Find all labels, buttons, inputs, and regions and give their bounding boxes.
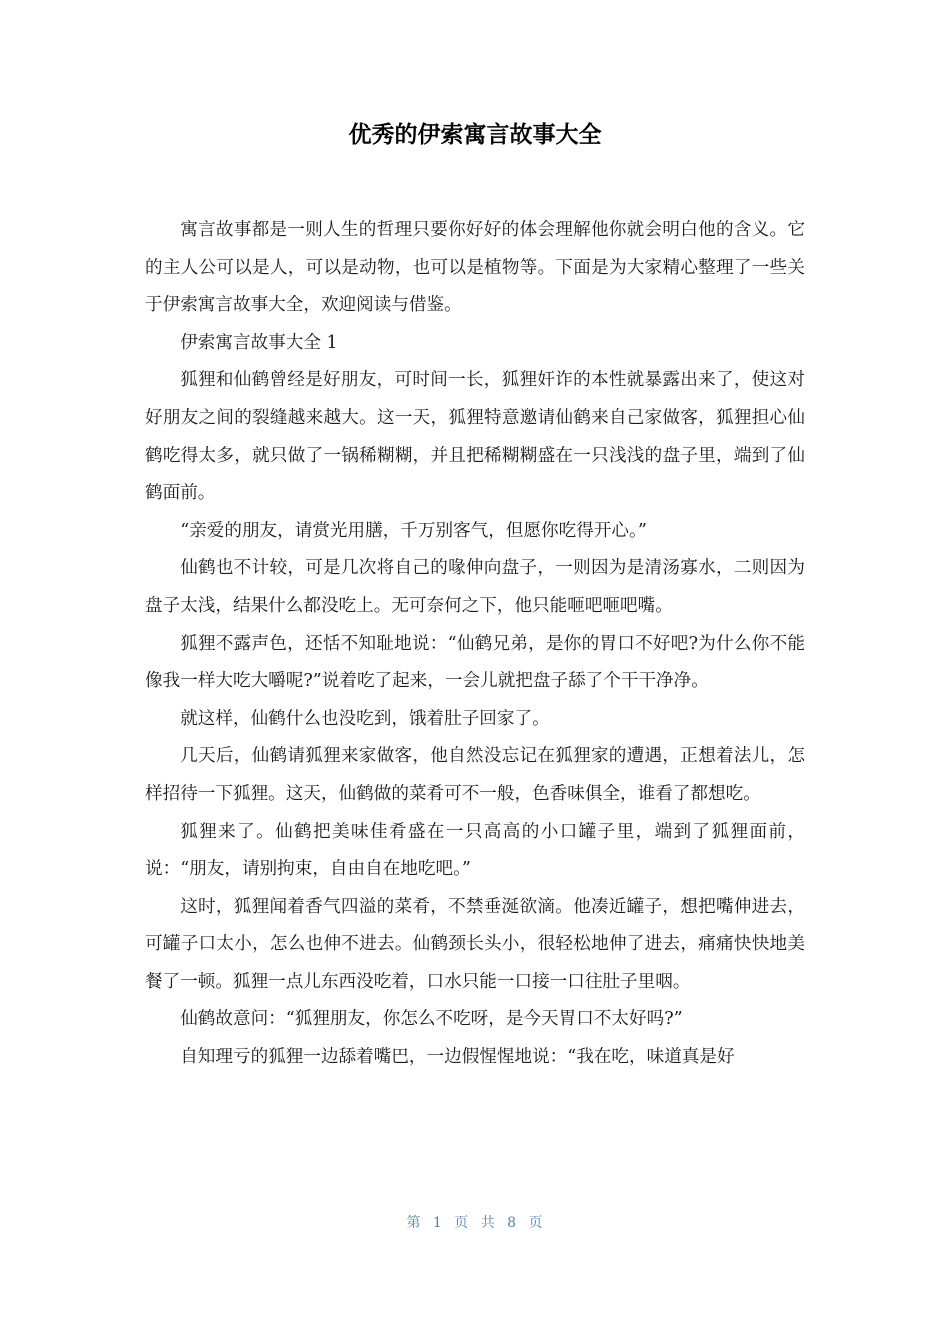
- section-heading: 伊索寓言故事大全 1: [180, 332, 338, 353]
- paragraph: 仙鹤也不计较，可是几次将自己的喙伸向盘子，一则因为是清汤寡水，二则因为盘子太浅，结果什么都没吃上。无可奈何之下，他只能咂吧咂吧嘴。: [145, 558, 805, 616]
- paragraph: 狐狸和仙鹤曾经是好朋友，可时间一长，狐狸奸诈的本性就暴露出来了，使这对好朋友之间的裂缝越来越大。这一天，狐狸特意邀请仙鹤来自己家做客，狐狸担心仙鹤吃得太多，就只做了一锅稀糊糊，并且把稀糊糊盛在一只浅浅的盘子里，端到了仙鹤面前。: [145, 370, 805, 504]
- paragraph: “亲爱的朋友，请赏光用膳，千万别客气，但愿你吃得开心。”: [180, 520, 647, 541]
- paragraph: 就这样，仙鹤什么也没吃到，饿着肚子回家了。: [180, 708, 550, 729]
- document-title: 优秀的伊索寓言故事大全: [348, 122, 602, 148]
- paragraph: 这时，狐狸闻着香气四溢的菜肴，不禁垂涎欲滴。他凑近罐子，想把嘴伸进去，可罐子口太小，怎么也伸不进去。仙鹤颈长头小，很轻松地伸了进去，痛痛快快地美餐了一顿。狐狸一点儿东西没吃着，口水只能一口接一口往肚子里咽。: [145, 896, 805, 992]
- paragraph: 自知理亏的狐狸一边舔着嘴巴，一边假惺惺地说：“我在吃，味道真是好: [180, 1047, 735, 1068]
- paragraph: 寓言故事都是一则人生的哲理只要你好好的体会理解他你就会明白他的含义。它的主人公可以是人，可以是动物，也可以是植物等。下面是为大家精心整理了一些关于伊索寓言故事大全，欢迎阅读与借鉴。: [145, 220, 805, 316]
- paragraph: 狐狸不露声色，还恬不知耻地说：“仙鹤兄弟，是你的胃口不好吧?为什么你不能像我一样大吃大嚼呢?”说着吃了起来，一会儿就把盘子舔了个干干净净。: [145, 633, 805, 692]
- paragraph: 狐狸来了。仙鹤把美味佳肴盛在一只高高的小口罐子里，端到了狐狸面前，说：“朋友，请别拘束，自由自在地吃吧。”: [145, 821, 805, 880]
- page-number-footer: 第 1 页 共 8 页: [406, 1215, 544, 1231]
- document-body: [145, 212, 805, 1077]
- paragraph: 仙鹤故意问：“狐狸朋友，你怎么不吃呀，是今天胃口不太好吗?”: [180, 1009, 683, 1030]
- paragraph: 几天后，仙鹤请狐狸来家做客，他自然没忘记在狐狸家的遭遇，正想着法儿，怎样招待一下狐狸。这天，仙鹤做的菜肴可不一般，色香味俱全，谁看了都想吃。: [145, 746, 805, 804]
